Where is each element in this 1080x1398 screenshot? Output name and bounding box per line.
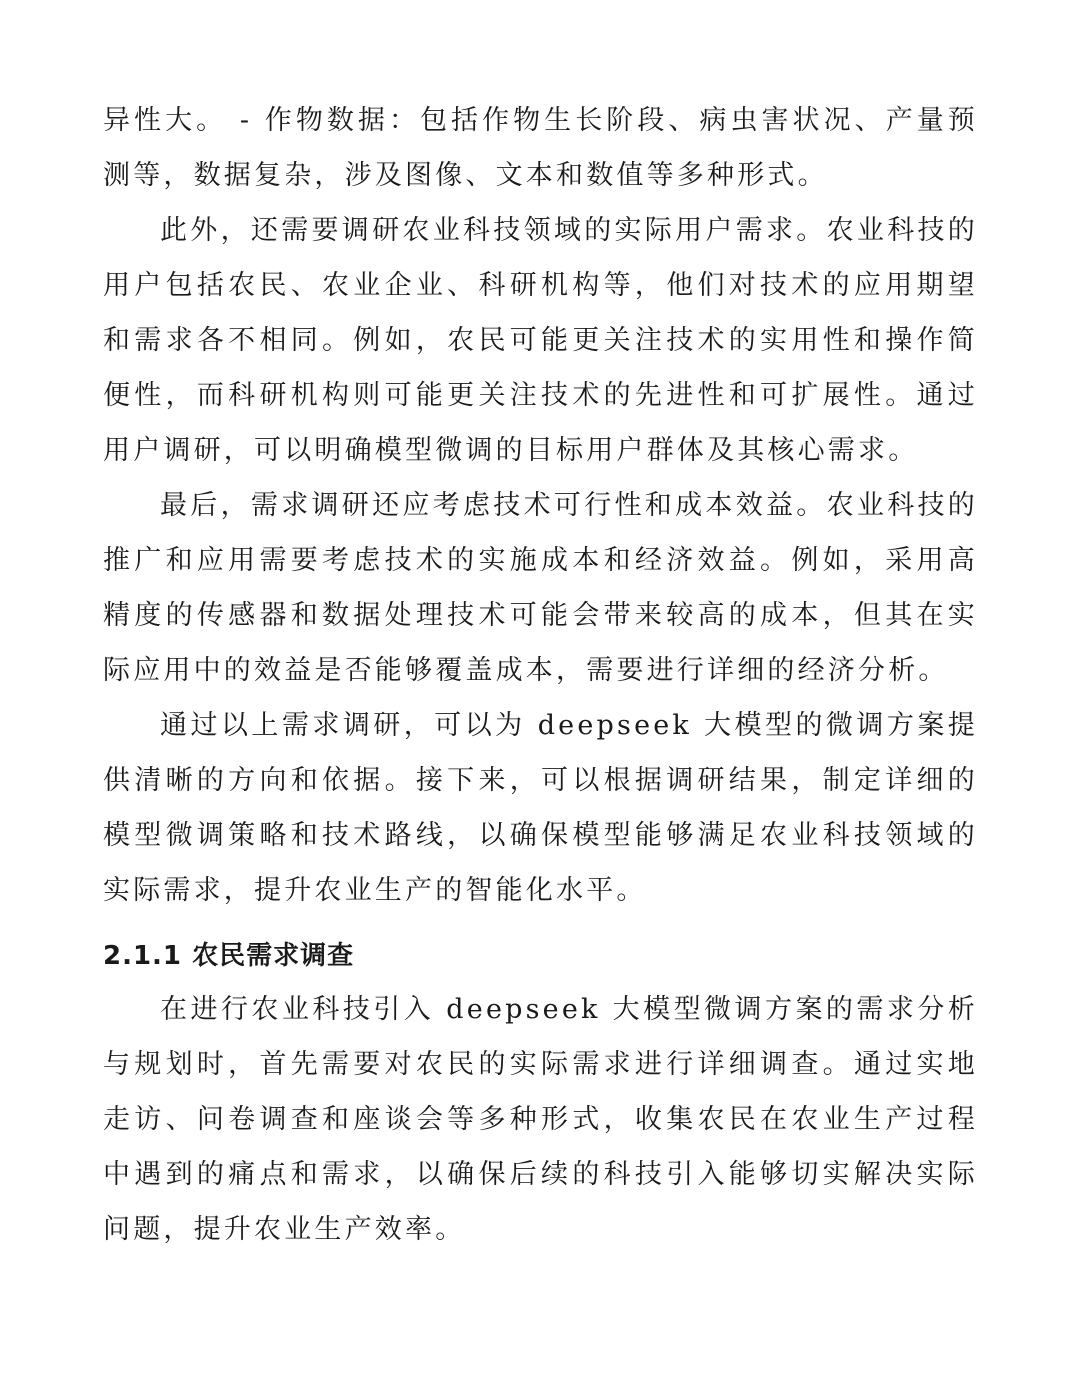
section-heading: 2.1.1 农民需求调查 — [103, 941, 355, 971]
paragraph-conclusion: 通过以上需求调研，可以为 deepseek 大模型的微调方案提供清晰的方向和依据。接下来，可以根据调研结果，制定详细的模型微调策略和技术路线，以确保模型能够满足农业科技领域的实际需求，提升农业生产的智能化水平。 — [103, 710, 978, 906]
paragraph-user-needs: 此外，还需要调研农业科技领域的实际用户需求。农业科技的用户包括农民、农业企业、科研机构等，他们对技术的应用期望和需求各不相同。例如，农民可能更关注技术的实用性和操作简便性，而科研机构则可能更关注技术的先进性和可扩展性。通过用户调研，可以明确模型微调的目标用户群体及其核心需求。 — [103, 215, 978, 466]
paragraph-continued: 异性大。 - 作物数据：包括作物生长阶段、病虫害状况、产量预测等，数据复杂，涉及图像、文本和数值等多种形式。 — [103, 105, 978, 191]
document-body — [103, 93, 978, 1257]
paragraph-farmer-survey: 在进行农业科技引入 deepseek 大模型微调方案的需求分析与规划时，首先需要对农民的实际需求进行详细调查。通过实地走访、问卷调查和座谈会等多种形式，收集农民在农业生产过程中遇到的痛点和需求，以确保后续的科技引入能够切实解决实际问题，提升农业生产效率。 — [103, 994, 978, 1245]
paragraph-feasibility: 最后，需求调研还应考虑技术可行性和成本效益。农业科技的推广和应用需要考虑技术的实施成本和经济效益。例如，采用高精度的传感器和数据处理技术可能会带来较高的成本，但其在实际应用中的效益是否能够覆盖成本，需要进行详细的经济分析。 — [103, 490, 978, 686]
